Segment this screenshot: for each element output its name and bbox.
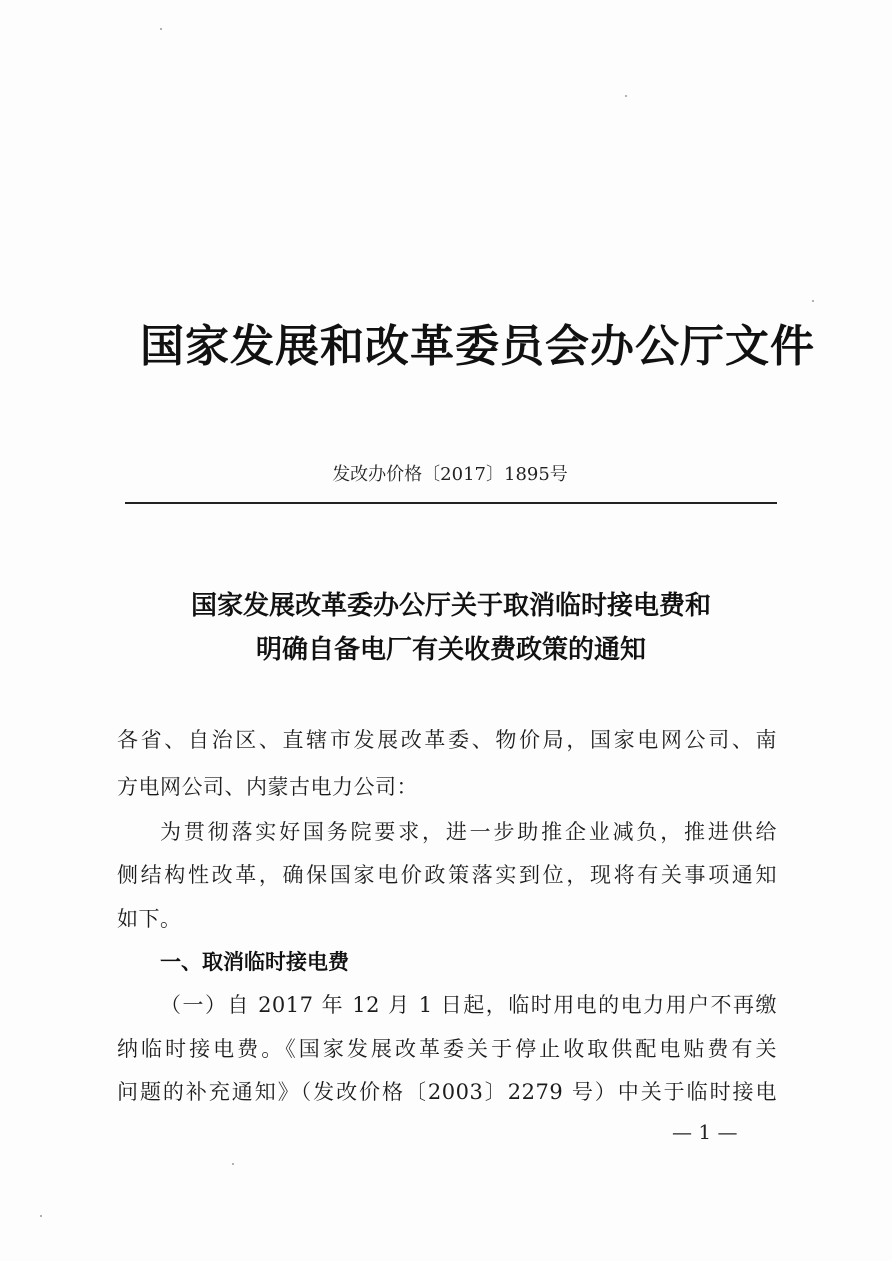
section1-para-line-3: 问题的补充通知》（发改价格〔2003〕2279 号）中关于临时接电: [117, 1080, 777, 1104]
section1-para-line-1: （一）自 2017 年 12 月 1 日起，临时用电的电力用户不再缴: [160, 993, 777, 1017]
intro-line-3: 如下。: [117, 907, 182, 931]
recipients-line-1: 各省、自治区、直辖市发展改革委、物价局，国家电网公司、南: [117, 728, 777, 752]
recipients-line-2: 方电网公司、内蒙古电力公司：: [117, 775, 418, 799]
scan-speck: [812, 300, 814, 302]
page-number: — 1 —: [672, 1120, 738, 1144]
scan-speck: [40, 1215, 42, 1217]
intro-line-1: 为贯彻落实好国务院要求，进一步助推企业减负，推进供给: [160, 820, 777, 844]
scan-speck: [625, 95, 627, 97]
notice-title-line-1: 国家发展改革委办公厅关于取消临时接电费和: [190, 591, 711, 621]
scan-speck: [232, 1163, 234, 1165]
notice-title-line-2: 明确自备电厂有关收费政策的通知: [255, 635, 646, 665]
scan-speck: [160, 28, 162, 30]
section1-para-line-2: 纳临时接电费。《国家发展改革委关于停止收取供配电贴费有关: [117, 1037, 777, 1061]
document-number: 发改办价格〔2017〕1895号: [332, 464, 568, 485]
document-header-title: 国家发展和改革委员会办公厅文件: [140, 321, 815, 372]
section-heading-1: 一、取消临时接电费: [160, 950, 349, 974]
header-rule: [125, 502, 777, 504]
intro-line-2: 侧结构性改革，确保国家电价政策落实到位，现将有关事项通知: [117, 863, 777, 887]
